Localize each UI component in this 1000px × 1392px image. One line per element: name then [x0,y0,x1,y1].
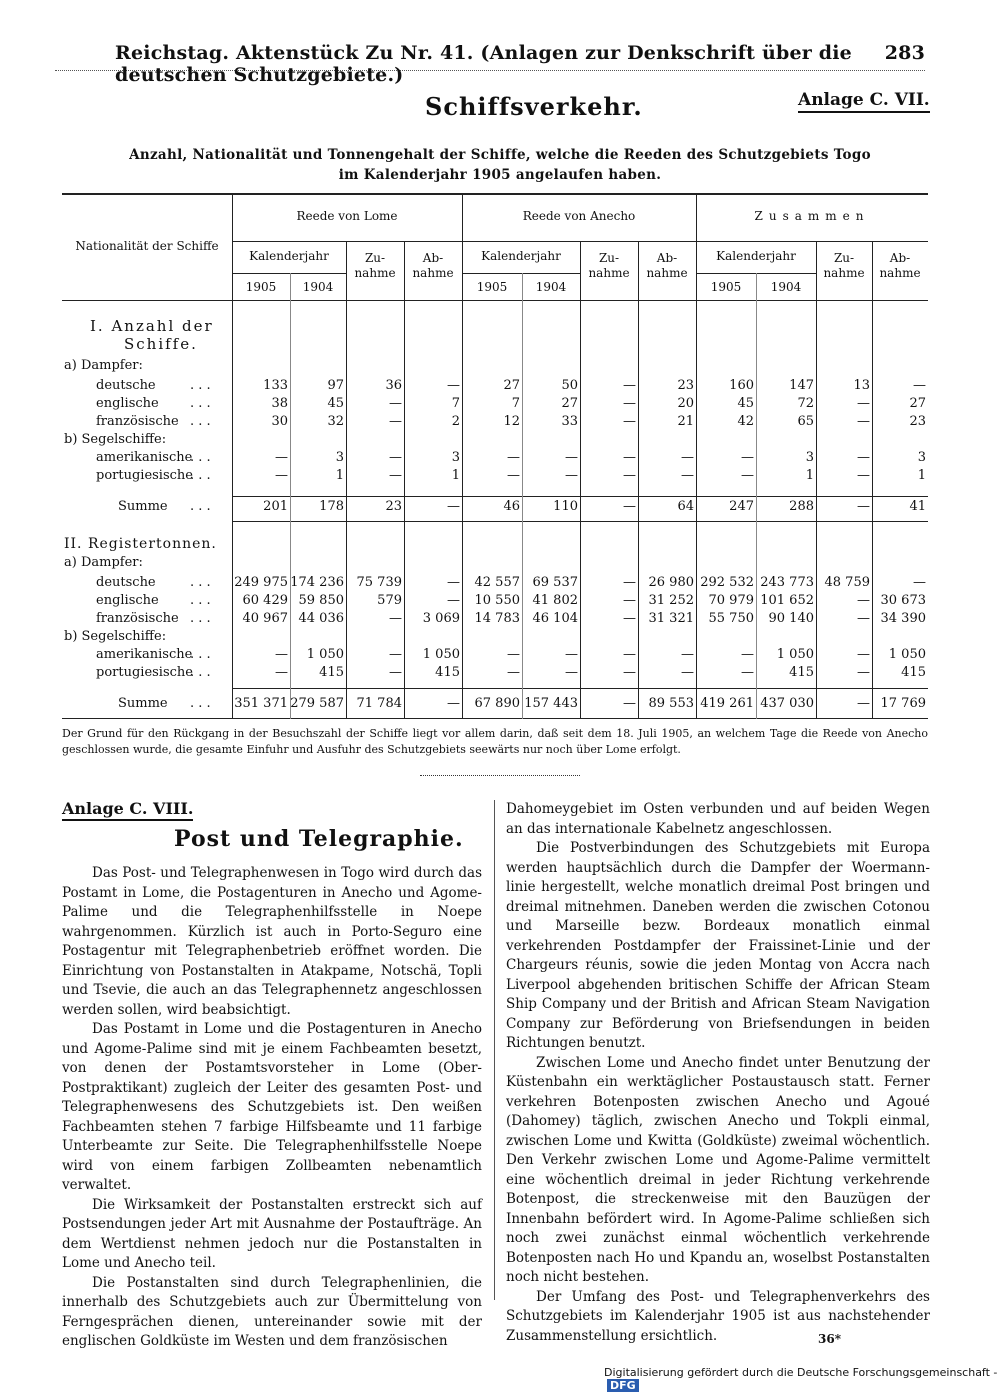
row-tonnage-sum-cell-7: 89 553 [648,696,694,711]
row-count-0-cell-2: 36 [385,378,402,393]
shipping-table [62,193,928,719]
row-tonnage-1-cell-10: — [857,593,870,608]
section-label-anzahl: I. Anzahl der [90,317,214,335]
section-title-post: Post und Telegraphie. [174,826,464,852]
row-count-1-cell-2: — [389,396,402,411]
row-count-4-cell-8: — [741,468,754,483]
row-tonnage-sum-cell-2: 71 784 [356,696,402,711]
group-header-lome: Reede von Lome [296,209,398,223]
row-count-4-cell-10: — [857,468,870,483]
row-count-sum-cell-3: — [447,499,460,514]
left-column-text [62,864,482,1352]
row-tonnage-2-cell-11: 34 390 [880,611,926,626]
row-tonnage-2-cell-4: 14 783 [474,611,520,626]
row-tonnage-sum-cell-8: 419 261 [700,696,754,711]
row-count-4-cell-2: — [389,468,402,483]
row-tonnage-2-cell-9: 90 140 [768,611,814,626]
row-count-3-cell-1: 3 [335,450,344,465]
row-count-0-cell-8: 160 [729,378,754,393]
leftcol-paragraph-0: Das Post- und Telegraphenwesen in Togo wird durch das Postamt in Lome, die Postagenturen in Anecho und Agome-Palime und die Telegraphenhilfsstelle in Noepe wahrgenommen. Kürzlich ist auch in Porto-Seguro eine Postagentur mit Telegraphenbetrieb eröffnet worden. Die Einrichtung von Postanstalten in Atakpame, Notschä, Topli und Tsevie, die auch an das Telegraphennetz angeschlossen werden sollen, wird beabsichtigt. [62,865,482,1018]
row-tonnage-1-cell-5: 41 802 [532,593,578,608]
year-1904-header-2: 1904 [770,280,802,294]
row-count-sum-cell-1: 178 [319,499,344,514]
row-count-3-cell-7: — [681,450,694,465]
row-tonnage-2-cell-1: 44 036 [298,611,344,626]
running-title: Reichstag. Aktenstück Zu Nr. 41. (Anlagen zur Denkschrift über die deutschen Schutzgebiete.) [115,42,852,86]
abnahme-header-0: Ab- nahme [412,251,454,280]
row-tonnage-0-cell-1: 174 236 [290,575,344,590]
row-tonnage-4-cell-9: 415 [789,665,814,680]
row-count-4-cell-9: 1 [805,468,814,483]
section-separator [420,775,580,776]
row-count-3-cell-4: — [507,450,520,465]
row-count-0-cell-1: 97 [327,378,344,393]
row-tonnage-1-leader-dots: . . . [190,593,211,608]
row-tonnage-sum-cell-5: 157 443 [524,696,578,711]
anlage-label-c8: Anlage C. VIII. [62,799,193,821]
table-subtitle [110,145,890,185]
zunahme-header-1: Zu- nahme [588,251,630,280]
row-count-4-cell-11: 1 [917,468,926,483]
row-count-0-cell-5: 50 [561,378,578,393]
row-count-sum-cell-2: 23 [385,499,402,514]
row-count-sum-cell-0: 201 [263,499,288,514]
row-count-2-leader-dots: . . . [190,414,211,429]
kalenderjahr-header-0: Kalenderjahr [249,249,329,263]
row-count-3-leader-dots: . . . [190,450,211,465]
row-count-0-leader-dots: . . . [190,378,211,393]
kalenderjahr-header-1: Kalenderjahr [481,249,561,263]
row-tonnage-1-cell-6: — [623,593,636,608]
row-count-1-cell-8: 45 [737,396,754,411]
rightcol-paragraph-0: Dahomeygebiet im Osten verbunden und auf beiden Wegen an das internationale Kabelnetz angeschlossen. [506,801,930,837]
row-count-2-cell-10: — [857,414,870,429]
row-tonnage-sum-cell-3: — [447,696,460,711]
row-tonnage-2-cell-8: 55 750 [708,611,754,626]
row-tonnage-0-label: deutsche [96,575,156,590]
year-1904-header-0: 1904 [302,280,334,294]
row-count-0-cell-11: — [913,378,926,393]
row-tonnage-sum-label: Summe [118,696,168,711]
row-tonnage-4-label: portugiesische [96,665,193,680]
row-count-3-cell-3: 3 [451,450,460,465]
row-count-1-cell-10: — [857,396,870,411]
row-tonnage-3-leader-dots: . . . [190,647,211,662]
column-divider [494,800,495,1300]
row-count-3-cell-0: — [275,450,288,465]
row-count-0-label: deutsche [96,378,156,393]
row-count-1-cell-9: 72 [797,396,814,411]
kalenderjahr-header-2: Kalenderjahr [716,249,796,263]
row-tonnage-2-label: französische [96,611,179,626]
row-tonnage-2-leader-dots: . . . [190,611,211,626]
category-segel-1: b) Segelschiffe: [64,432,167,447]
row-count-sum-cell-7: 64 [677,499,694,514]
row-count-0-cell-7: 23 [677,378,694,393]
row-count-2-cell-3: 2 [451,414,460,429]
row-count-3-cell-5: — [565,450,578,465]
row-count-4-cell-6: — [623,468,636,483]
zunahme-header-2: Zu- nahme [823,251,865,280]
row-count-sum-cell-5: 110 [553,499,578,514]
row-tonnage-1-cell-11: 30 673 [880,593,926,608]
row-count-3-cell-10: — [857,450,870,465]
row-tonnage-4-cell-10: — [857,665,870,680]
row-count-1-cell-3: 7 [451,396,460,411]
row-count-0-cell-3: — [447,378,460,393]
digitization-credit [604,1366,1000,1392]
row-count-1-cell-4: 7 [511,396,520,411]
abnahme-header-1: Ab- nahme [646,251,688,280]
rightcol-paragraph-3: Der Umfang des Post- und Telegraphenverkehrs des Schutzgebiets im Kalenderjahr 1905 ist aus nachstehender Zusammenstellung ersichtlich. [506,1288,930,1344]
row-tonnage-0-cell-5: 69 537 [532,575,578,590]
row-tonnage-0-cell-7: 26 980 [648,575,694,590]
row-tonnage-4-cell-5: — [565,665,578,680]
row-tonnage-3-cell-9: 1 050 [776,647,814,662]
page-number: 283 [884,42,925,64]
row-count-1-cell-7: 20 [677,396,694,411]
row-tonnage-4-cell-0: — [275,665,288,680]
leftcol-paragraph-1: Das Postamt in Lome und die Postagenturen in Anecho und Agome-Palime sind mit je einem Fachbeamten besetzt, von denen der Postamtsvorsteher in Lome (Ober-Postpraktikant) zugleich der Leiter des gesamten Post- und Telegraphenwesens des Schutzgebiets ist. Den weißen Fachbeamten stehen 7 farbige Hilfsbeamte und 11 farbige Unterbeamte zur Seite. Die Telegraphenhilfsstelle Noepe wird von einem farbigen Zollbeamten nebenamtlich verwaltet. [62,1021,482,1193]
zunahme-header-0: Zu- nahme [354,251,396,280]
row-tonnage-3-cell-8: — [741,647,754,662]
row-tonnage-1-cell-1: 59 850 [298,593,344,608]
row-tonnage-sum-cell-11: 17 769 [880,696,926,711]
row-count-0-cell-9: 147 [789,378,814,393]
row-tonnage-3-cell-1: 1 050 [306,647,344,662]
row-tonnage-3-cell-2: — [389,647,402,662]
leftcol-paragraph-2: Die Wirksamkeit der Postanstalten erstreckt sich auf Postsendungen jeder Art mit Ausnahme der Postaufträge. An dem Wertdienst nehmen jedoch nur die Postanstalten in Lome und Anecho teil. [62,1196,482,1271]
row-count-4-cell-0: — [275,468,288,483]
dfg-logo: DFG [607,1379,639,1392]
section-title-schiffsverkehr: Schiffsverkehr. [425,92,643,121]
row-tonnage-4-cell-4: — [507,665,520,680]
row-count-3-cell-2: — [389,450,402,465]
year-rule-anecho [462,273,580,274]
row-tonnage-2-cell-6: — [623,611,636,626]
credit-text: Digitalisierung gefördert durch die Deutsche Forschungsgemeinschaft - [604,1366,998,1379]
row-count-2-cell-8: 42 [737,414,754,429]
row-count-2-label: französische [96,414,179,429]
col-header-nationality: Nationalität der Schiffe [75,239,219,253]
row-tonnage-0-cell-9: 243 773 [760,575,814,590]
row-count-1-cell-1: 45 [327,396,344,411]
year-1905-header-1: 1905 [476,280,508,294]
row-tonnage-sum-cell-0: 351 371 [234,696,288,711]
row-tonnage-2-cell-10: — [857,611,870,626]
row-count-4-cell-5: — [565,468,578,483]
subtitle-line-2: im Kalenderjahr 1905 angelaufen haben. [338,167,662,183]
row-count-3-cell-8: — [741,450,754,465]
year-1905-header-2: 1905 [710,280,742,294]
row-count-0-cell-6: — [623,378,636,393]
row-tonnage-4-cell-6: — [623,665,636,680]
signature-mark: 36* [818,1332,841,1346]
row-tonnage-3-cell-4: — [507,647,520,662]
row-tonnage-0-cell-2: 75 739 [356,575,402,590]
row-count-4-cell-3: 1 [451,468,460,483]
abnahme-header-2: Ab- nahme [879,251,921,280]
table-header-bottom-rule [62,300,928,301]
year-1904-header-1: 1904 [535,280,567,294]
table-footnote: Der Grund für den Rückgang in der Besuchszahl der Schiffe liegt vor allem darin, daß seit dem 18. Juli 1905, an welchem Tage die Reede von Anecho geschlossen wurde, die gesamte Einfuhr und Ausfuhr des Schutzgebiets seewärts nur noch über Lome erfolgt. [62,727,928,756]
row-tonnage-0-cell-11: — [913,575,926,590]
row-count-2-cell-6: — [623,414,636,429]
category-segel-2: b) Segelschiffe: [64,629,167,644]
running-header [55,40,925,86]
row-tonnage-3-cell-10: — [857,647,870,662]
row-tonnage-4-cell-2: — [389,665,402,680]
category-dampfer-2: a) Dampfer: [64,555,143,570]
row-count-2-cell-5: 33 [561,414,578,429]
row-tonnage-3-label: amerikanische [96,647,193,662]
row-tonnage-sum-cell-10: — [857,696,870,711]
row-count-2-cell-2: — [389,414,402,429]
row-count-4-cell-7: — [681,468,694,483]
rightcol-paragraph-1: Die Postverbindungen des Schutzgebiets mit Europa werden hauptsächlich durch die Dampfer der Woermann-linie hergestellt, welche monatlich dreimal Post bringen und dreimal mitnehmen. Daneben werden die zwischen Cotonou und Marseille bezw. Bordeaux monatlich einmal verkehrenden Postdampfer der Fraissinet-Linie und der Chargeurs réunis, sowie die jeden Montag von Accra nach Liverpool abgehenden britischen Schiffe der African Steam Ship Company und der British and African Steam Navigation Company zur Beförderung von Briefsendungen in beiden Richtungen benutzt. [506,840,930,1051]
row-tonnage-1-cell-2: 579 [377,593,402,608]
row-count-2-cell-0: 30 [271,414,288,429]
row-count-2-cell-4: 12 [503,414,520,429]
row-count-sum-label: Summe [118,499,168,514]
row-tonnage-3-cell-7: — [681,647,694,662]
row-tonnage-3-cell-3: 1 050 [422,647,460,662]
leftcol-paragraph-3: Die Postanstalten sind durch Telegraphenlinien, die innerhalb des Schutzgebiets auch zur Übermittelung von Ferngesprächen dienen, untereinander sowie mit der englischen Goldküste im Westen und dem französischen [62,1274,482,1349]
row-count-sum-cell-6: — [623,499,636,514]
category-dampfer-1: a) Dampfer: [64,358,143,373]
row-count-0-cell-4: 27 [503,378,520,393]
group-header-anecho: Reede von Anecho [522,209,636,223]
row-count-3-cell-9: 3 [805,450,814,465]
row-tonnage-0-cell-10: 48 759 [824,575,870,590]
row-count-sum-cell-11: 41 [909,499,926,514]
row-tonnage-0-cell-8: 292 532 [700,575,754,590]
table-bottom-rule [62,718,928,719]
table-top-rule [62,193,928,195]
row-tonnage-4-cell-8: — [741,665,754,680]
row-tonnage-sum-cell-6: — [623,696,636,711]
row-tonnage-3-cell-5: — [565,647,578,662]
row-tonnage-3-cell-11: 1 050 [888,647,926,662]
section-label-registertonnen: II. Registertonnen. [64,536,217,552]
row-count-3-cell-6: — [623,450,636,465]
row-tonnage-2-cell-5: 46 104 [532,611,578,626]
row-tonnage-sum-cell-4: 67 890 [474,696,520,711]
row-tonnage-1-label: englische [96,593,159,608]
row-tonnage-4-cell-1: 415 [319,665,344,680]
row-count-3-label: amerikanische [96,450,193,465]
row-tonnage-4-leader-dots: . . . [190,665,211,680]
row-tonnage-4-cell-7: — [681,665,694,680]
section-label-schiffe: Schiffe. [124,335,198,353]
row-count-sum-cell-8: 247 [729,499,754,514]
row-tonnage-1-cell-7: 31 252 [648,593,694,608]
row-tonnage-2-cell-0: 40 967 [242,611,288,626]
row-count-0-cell-0: 133 [263,378,288,393]
anlage-label-c7: Anlage C. VII. [798,90,930,113]
row-tonnage-sum-cell-1: 279 587 [290,696,344,711]
row-count-1-cell-11: 27 [909,396,926,411]
row-count-sum-cell-4: 46 [503,499,520,514]
row-tonnage-0-cell-0: 249 975 [234,575,288,590]
row-tonnage-3-cell-0: — [275,647,288,662]
row-count-4-cell-4: — [507,468,520,483]
row-tonnage-0-cell-6: — [623,575,636,590]
row-tonnage-sum-leader-dots: . . . [190,696,211,711]
row-tonnage-0-leader-dots: . . . [190,575,211,590]
row-count-sum-cell-10: — [857,499,870,514]
row-tonnage-1-cell-4: 10 550 [474,593,520,608]
row-count-1-cell-6: — [623,396,636,411]
row-count-0-cell-10: 13 [853,378,870,393]
row-count-3-cell-11: 3 [917,450,926,465]
row-count-4-leader-dots: . . . [190,468,211,483]
row-count-2-cell-9: 65 [797,414,814,429]
group-header-zusammen: Zusammen [754,209,870,223]
row-tonnage-0-cell-3: — [447,575,460,590]
row-count-4-cell-1: 1 [335,468,344,483]
row-count-sum-leader-dots: . . . [190,499,211,514]
row-count-sum-cell-9: 288 [789,499,814,514]
row-count-4-label: portugiesische [96,468,193,483]
row-tonnage-sum-cell-9: 437 030 [760,696,814,711]
rightcol-paragraph-2: Zwischen Lome und Anecho findet unter Benutzung der Küstenbahn ein werktäglicher Postaustausch statt. Ferner verkehren Botenposten zwischen Anecho und Agoué (Dahomey) täglich, zwischen Anecho und Tokpli einmal, zwischen Lome und Kwitta (Goldküste) zweimal wöchentlich. Den Verkehr zwischen Lome und Agome-Palime vermittelt eine wöchentlich dreimal in jeder Richtung verkehrende Botenpost, die streckenweise mit den Bauzügen der Innenbahn befördert wird. In Agome-Palime schließen sich noch zwei zunächst einmal wöchentlich verkehrende Botenposten nach Ho und Kpandu an, woselbst Postanstalten noch nicht bestehen. [506,1054,930,1285]
row-count-2-cell-1: 32 [327,414,344,429]
row-count-1-cell-5: 27 [561,396,578,411]
row-tonnage-0-cell-4: 42 557 [474,575,520,590]
row-tonnage-1-cell-8: 70 979 [708,593,754,608]
year-rule-lome [232,273,346,274]
year-1905-header-0: 1905 [245,280,277,294]
row-tonnage-1-cell-3: — [447,593,460,608]
row-tonnage-3-cell-6: — [623,647,636,662]
row-count-2-cell-7: 21 [677,414,694,429]
row-tonnage-2-cell-7: 31 321 [648,611,694,626]
right-column-text [506,800,930,1346]
row-count-1-label: englische [96,396,159,411]
row-count-1-cell-0: 38 [271,396,288,411]
row-count-1-leader-dots: . . . [190,396,211,411]
subtitle-line-1: Anzahl, Nationalität und Tonnengehalt der Schiffe, welche die Reeden des Schutzgebiets Togo [129,147,871,163]
row-tonnage-4-cell-3: 415 [435,665,460,680]
row-tonnage-2-cell-2: — [389,611,402,626]
row-tonnage-1-cell-9: 101 652 [760,593,814,608]
row-tonnage-4-cell-11: 415 [901,665,926,680]
row-tonnage-1-cell-0: 60 429 [242,593,288,608]
row-count-2-cell-11: 23 [909,414,926,429]
row-tonnage-2-cell-3: 3 069 [422,611,460,626]
